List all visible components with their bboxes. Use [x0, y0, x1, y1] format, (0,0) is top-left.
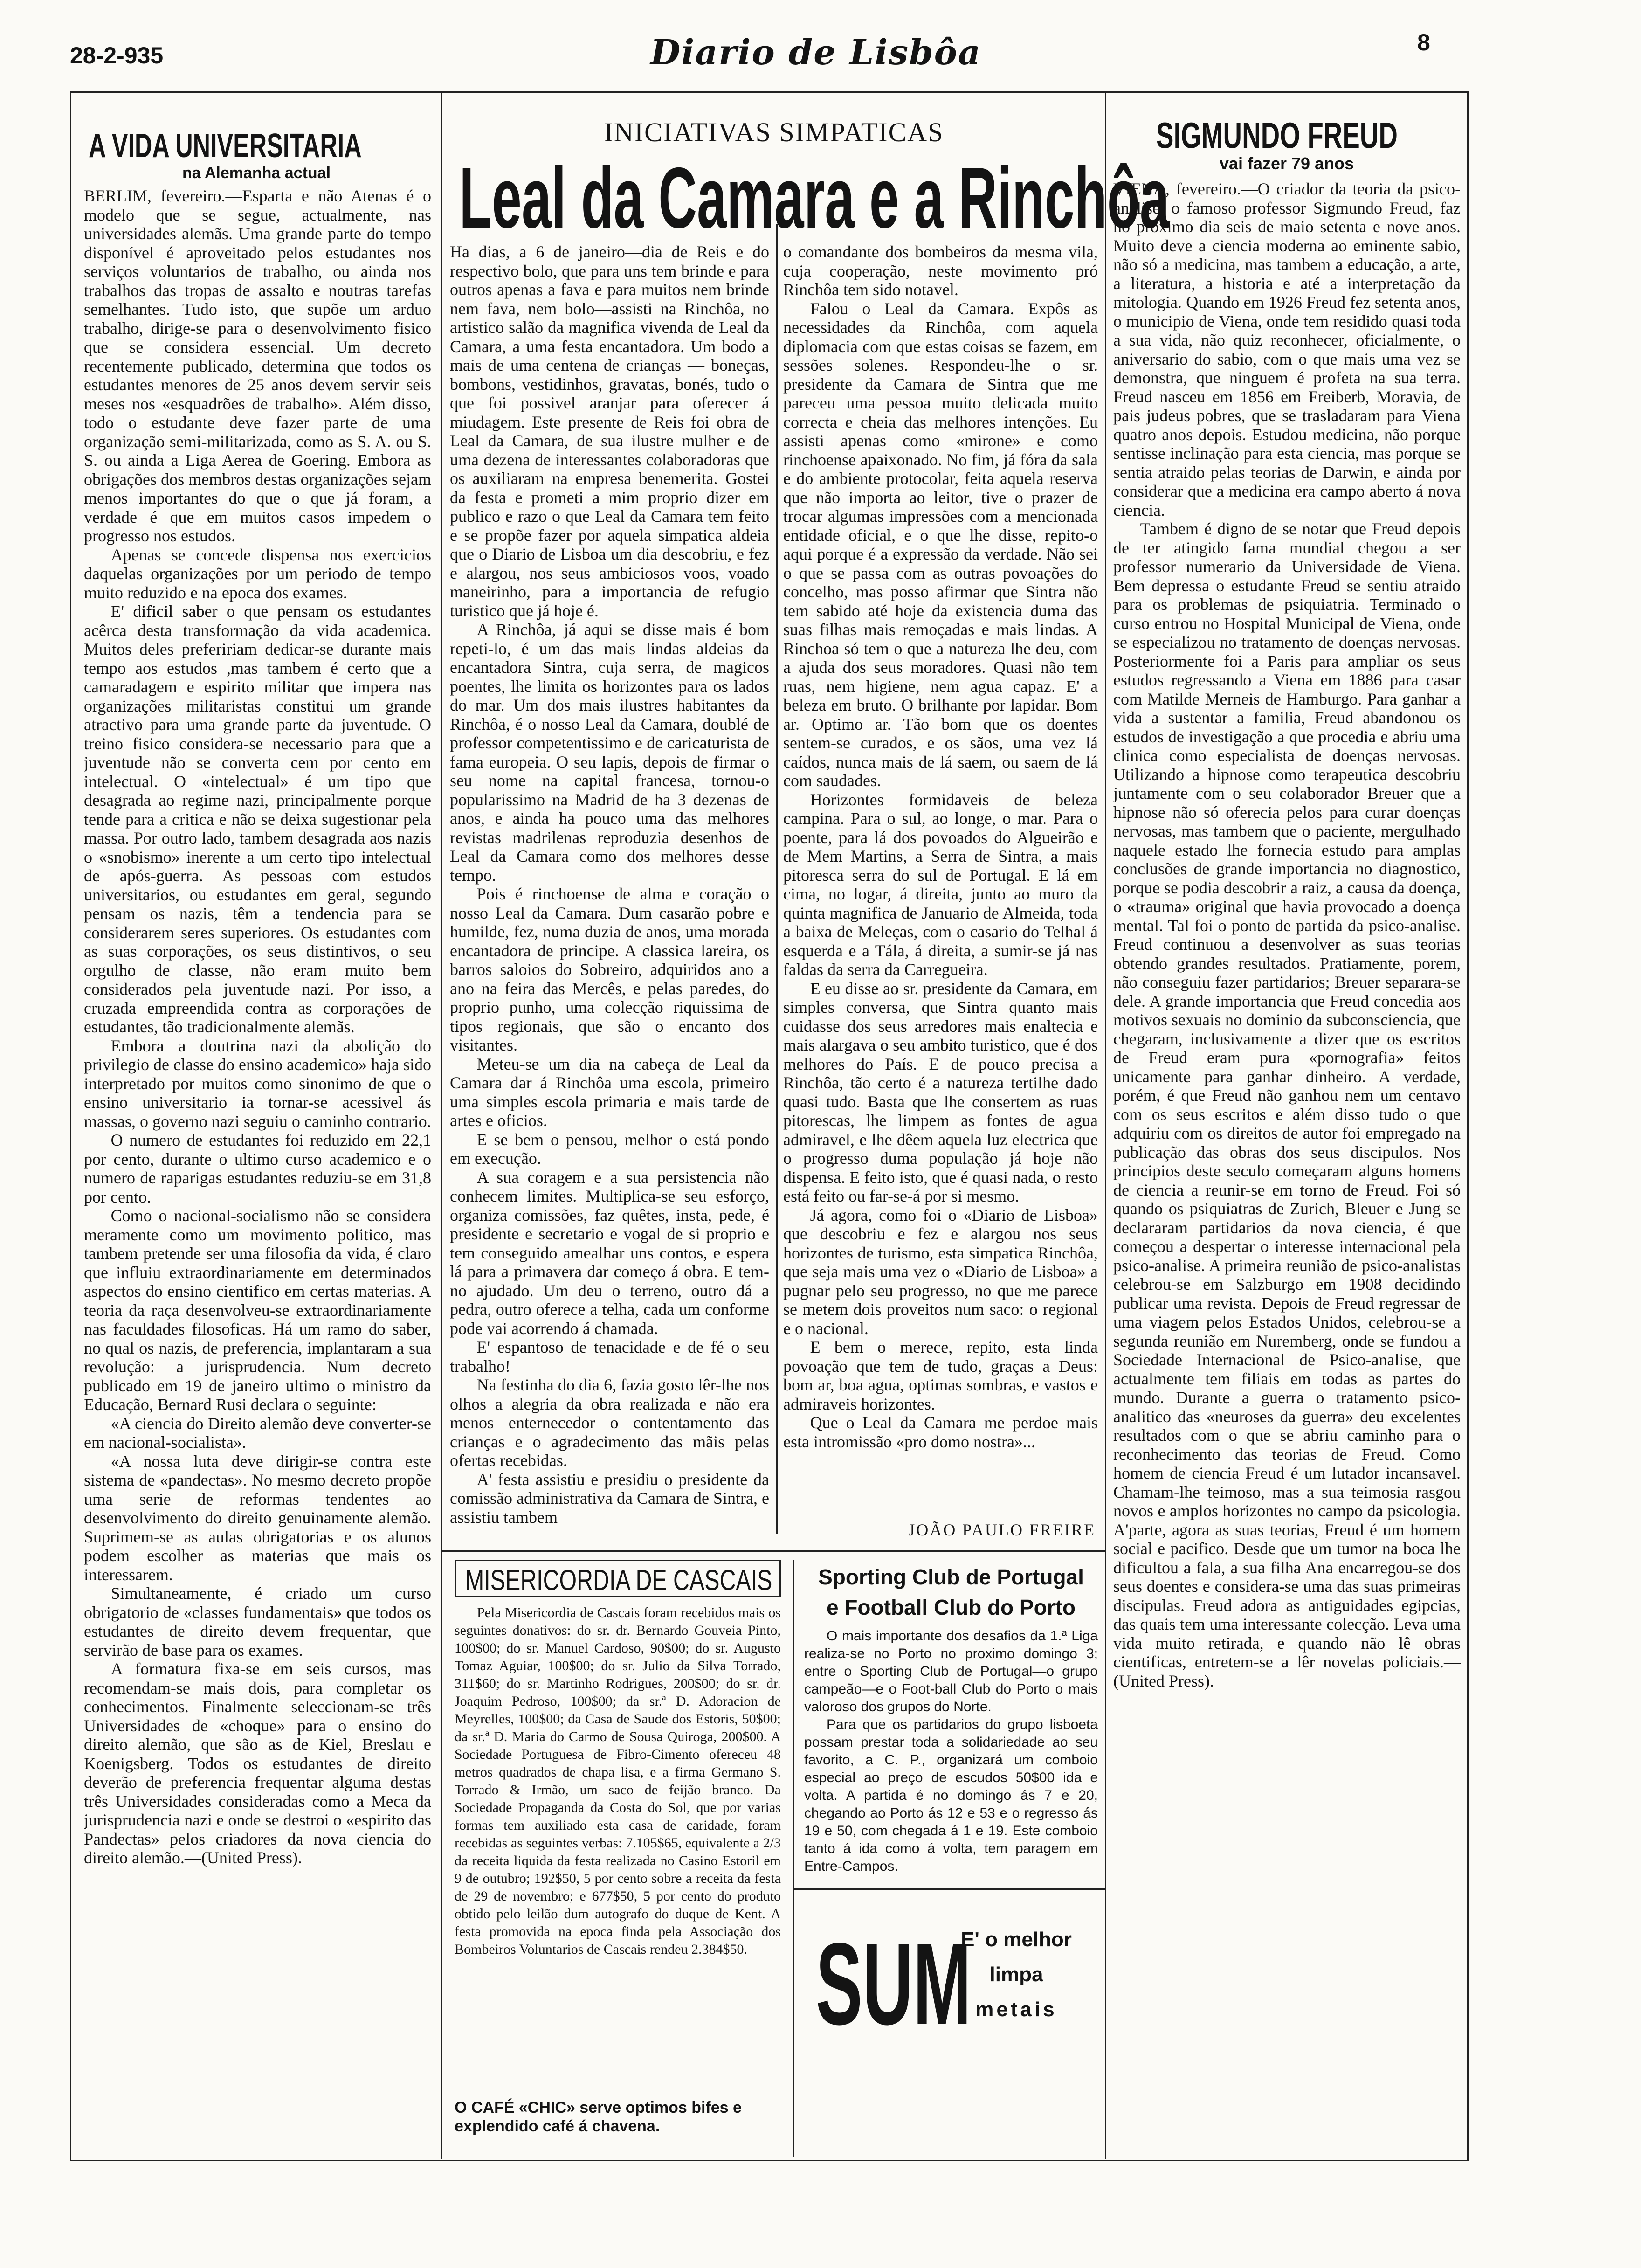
- paragraph: BERLIM, fevereiro.—Esparta e não Atenas é o modelo que se segue, actualmente, nas universidades alemãs. Uma grande parte do tempo disponível é aproveitado pelos estudantes nos serviços voluntarios de trabalho, ou ainda nos trabalhos das tropas de assalto e noutras tarefas semelhantes. Tudo isto, que supõe um arduo trabalho, dirige-se para o desenvolvimento fisico que se considera essencial. Um decreto recentemente publicado, determina que todos os estudantes menores de 25 anos devem servir seis meses nos «esquadrões de trabalho». Além disso, todo o estudante deve fazer parte de uma organização semi-militarizada, como as S. A. ou S. S. ou ainda a Liga Aerea de Goering. Embora as obrigações dos membros destas organizações sejam menos importantes do que o que já foram, a verdade é que em muitos casos impedem o progresso nos estudos.: [84, 187, 431, 545]
- center-column-1: [450, 242, 769, 1567]
- column-rule-3: [1105, 93, 1106, 2159]
- paragraph: Pela Misericordia de Cascais foram recebidos mais os seguintes donativos: do sr. dr. Bernardo Gouveia Pinto, 100$00; do sr. Manuel Cardoso, 90$00; do sr. Augusto Tomaz Aguiar, 100$00; do sr. Julio da Silva Torrado, 311$60; do sr. Martinho Rodrigues, 200$00; do sr. dr. Joaquim Pedroso, 100$00; da sr.ª D. Adoracion de Meyrelles, 100$00; da Casa de Saude dos Estoris, 50$00; da sr.ª D. Maria do Carmo de Sousa Quiroga, 200$00. A Sociedade Portuguesa de Fibro-Cimento ofereceu 48 metros quadrados de chapa lisa, e a firma Germano S. Torrado & Irmão, um saco de feijão branco. Da Sociedade Propaganda da Costa do Sol, que por varias formas tem auxiliado esta casa de caridade, foram recebidas as seguintes verbas: 7.105$65, equivalente a 2/3 da receita liquida da festa realizada no Casino Estoril em 9 de outubro; 192$50, 5 por cento sobre a receita da festa de 29 de novembro; e 677$50, 5 por cento do produto obtido pelo leilão dum autografo do duque de Kent. A festa promovida na epoca finda pela Associação dos Bombeiros Voluntarios de Cascais rendeu 2.384$50.: [455, 1605, 781, 1957]
- paragraph: «A ciencia do Direito alemão deve converter-se em nacional-socialista».: [84, 1414, 431, 1452]
- center-bottom-rule: [442, 1550, 1105, 1552]
- top-rule: [70, 91, 1469, 93]
- sum-tagline-2: limpa: [989, 1963, 1043, 1986]
- sum-brand: SUM: [816, 1919, 972, 2049]
- cafe-chic-ad: O CAFÉ «CHIC» serve optimos bifes e explendido café á chavena.: [455, 2099, 742, 2135]
- right-article-body: [1113, 180, 1461, 2157]
- paragraph: Apenas se concede dispensa nos exercicios daquelas organizações por um periodo de tempo muito reduzido e na epoca dos exames.: [84, 545, 431, 602]
- paragraph: VIENA, fevereiro.—O criador da teoria da psico-analise, o famoso professor Sigmundo Freud, faz no proximo dia seis de maio setenta e nove anos. Muito deve a ciencia moderna ao eminente sabio, não só a medicina, mas tambem a educação, a arte, a literatura, a historia e até a interpretação da mitologia. Quando em 1926 Freud fez setenta anos, o municipio de Viena, onde tem residido quasi toda a sua vida, não quiz reconhecer, oficialmente, o aniversario do sabio, com o que mais uma vez se demonstra, que ninguem é profeta na sua terra. Freud nasceu em 1856 em Freiberb, Moravia, de pais judeus pobres, que se trasladaram para Viena quatro anos depois. Estudou medicina, não porque sentisse inclinação para esta ciencia, mas porque se sentia atraido pelas teorias de Darwin, e ainda por considerar que a medicina era campo aberto á nova ciencia.: [1113, 180, 1461, 519]
- column-rule-1: [441, 93, 442, 2159]
- paragraph: E bem o merece, repito, esta linda povoação que tem de tudo, graças a Deus: bom ar, boa agua, optimas sombras, e vastos e admiraveis horizontes.: [783, 1338, 1098, 1413]
- misericordia-body: [455, 1604, 781, 2091]
- center-kicker: INICIATIVAS SIMPATICAS: [604, 117, 944, 147]
- sum-tagline-3: metais: [975, 1998, 1057, 2021]
- paragraph: E eu disse ao sr. presidente da Camara, em simples conversa, que Sintra quanto mais cuidasse dos seus arredores mais enaltecia e mais alargava o seu ambito turistico, que é dos melhores do País. E de pouco precisa a Rinchôa, tão certo é a natureza tertilhe dado quasi tudo. Basta que lhe consertem as ruas pitorescas, lhe limpem as fontes de agua admiravel, e lhe dêem aquela luz electrica que o progresso duma população já hoje não dispensa. E feito isto, que é quasi nada, o resto está feito ou far-se-á por si mesmo.: [783, 979, 1098, 1205]
- paragraph: E' espantoso de tenacidade e de fé o seu trabalho!: [450, 1338, 769, 1376]
- author-signature: JOÃO PAULO FREIRE: [908, 1521, 1096, 1539]
- left-article-body: [84, 187, 431, 2154]
- paragraph: Falou o Leal da Camara. Expôs as necessidades da Rinchôa, com aquela diplomacia com que estas coisas se fazem, em sessões solenes. Respondeu-lhe o sr. presidente da Camara de Sintra que me pareceu uma pessoa muito delicada muito correcta e cheia das melhores intenções. Eu assisti apenas como «mirone» e como rinchoense apaixonado. No fim, já fóra da sala e do ambiente protocolar, feita aquela reserva que não importa ao leitor, tive o prazer de trocar algumas impressões com a mencionada entidade oficial, e o que lhe disse, repito-o aqui porque é a expressão da verdade. Não sei o que se passa com as outras povoações do concelho, mas posso afirmar que Sintra não tem sabido até hoje da existencia duma das suas filhas mais remoçadas e mais lindas. A Rinchoa só tem o que a natureza lhe deu, com a ajuda dos seus moradores. Quasi não tem ruas, nem higiene, nem agua capaz. E' a beleza em bruto. O brilhante por lapidar. Bom ar. Optimo ar. Tão bom que os doentes sentem-se curados, e os sãos, uma vez lá caídos, nunca mais de lá saem, ou saem de lá com saudades.: [783, 299, 1098, 790]
- left-article-subtitle: na Alemanha actual: [182, 164, 331, 182]
- paragraph: A Rinchôa, já aqui se disse mais é bom repeti-lo, é um das mais lindas aldeias da encantadora Sintra, cuja serra, de magicos poentes, lhe limita os horizontes para os lados do mar. Um dos mais ilustres habitantes da Rinchôa, é o nosso Leal da Camara, doublé de professor competentissimo e de caricaturista de fama europeia. O seu lapis, depois de firmar o seu nome na capital francesa, tornou-o popularissimo na Madrid de ha 3 dezenas de anos, e ainda ha pouco uma das melhores revistas madrilenas reproduzia desenhos de Leal da Camara como dos melhores desse tempo.: [450, 620, 769, 885]
- center-column-2: [783, 242, 1098, 1529]
- masthead: Diario de Lisbôa: [650, 33, 981, 73]
- paragraph: «A nossa luta deve dirigir-se contra este sistema de «pandectas». No mesmo decreto propõe uma serie de reformas tendentes ao desenvolvimento do direito genuinamente alemão. Suprimem-se as aulas obrigatorias e os alunos podem escolher as materias que mais os interessarem.: [84, 1452, 431, 1584]
- paragraph: A sua coragem e a sua persistencia não conhecem limites. Multiplica-se seu esforço, organiza comissões, faz quêtes, insta, pede, é presidente e secretario e vogal de si proprio e tem conseguido amealhar uns contos, e espera lá para a primavera dar começo á obra. E tem-no ajudado. Um deu o terreno, outro dá a pedra, outro oferece a telha, cada um conforme pode vai acorrendo á chamada.: [450, 1168, 769, 1338]
- paragraph: Que o Leal da Camara me perdoe mais esta intromissão «pro domo nostra»...: [783, 1413, 1098, 1451]
- left-article-title: A VIDA UNIVERSITARIA: [89, 127, 362, 165]
- paragraph: Pois é rinchoense de alma e coração o nosso Leal da Camara. Dum casarão pobre e humilde, fez, numa duzia de anos, uma morada encantadora de principe. A classica lareira, os barros saloios do Sobreiro, adquiridos ano a ano na feira das Mercês, e pelas paredes, do proprio punho, uma colecção riquissima de tipos regionais, que são o encanto dos visitantes.: [450, 885, 769, 1054]
- paragraph: Meteu-se um dia na cabeça de Leal da Camara dar á Rinchôa uma escola, primeiro uma simples escola primaria e mais tarde de artes e oficios.: [450, 1054, 769, 1130]
- bottom-rule: [70, 2160, 1469, 2161]
- column-rule-2: [776, 224, 778, 1534]
- frame-left: [70, 91, 71, 2161]
- sporting-title-2: e Football Club do Porto: [826, 1595, 1076, 1619]
- paragraph: Já agora, como foi o «Diario de Lisboa» que descobriu e fez e alargou nos seus horizontes de turismo, esta simpatica Rinchôa, que seja mais uma vez o «Diario de Lisboa» a pugnar pelo seu progresso, no que me parece se metem dois proveitos num saco: o regional e o nacional.: [783, 1205, 1098, 1338]
- paragraph: Na festinha do dia 6, fazia gosto lêr-lhe nos olhos a alegria da obra realizada e não era menos enternecedor o contentamento das crianças e o agradecimento das mãis pelas ofertas recebidas.: [450, 1376, 769, 1470]
- paragraph: Simultaneamente, é criado um curso obrigatorio de «classes fundamentais» que todos os estudantes de direito devem frequentar, que servirão de base para os exames.: [84, 1584, 431, 1660]
- page-number: 8: [1417, 29, 1430, 55]
- right-article-subtitle: vai fazer 79 anos: [1219, 154, 1354, 173]
- sporting-title-1: Sporting Club de Portugal: [818, 1565, 1084, 1589]
- issue-date: 28-2-935: [70, 42, 164, 69]
- paragraph: Como o nacional-socialismo não se considera meramente como um movimento politico, mas tambem pretende ser uma filosofia da vida, é claro que influiu extraordinariamente em determinados aspectos do ensino cientifico em certas materias. A teoria da raça desenvolveu-se extraordinariamente nas faculdades filosoficas. Há um ramo do saber, no qual os nazis, de preferencia, implantaram a sua revolução: a jurisprudencia. Num decreto publicado em 19 de janeiro ultimo o ministro da Educação, Bernard Rusi declara o seguinte:: [84, 1206, 431, 1414]
- paragraph: E' dificil saber o que pensam os estudantes acêrca desta transformação da vida academica. Muitos deles prefeririam dedicar-se durante mais tempo aos estudos ,mas tambem é certo que a camaradagem e espirito militar que impera nas organizações militaristas constitui um grande atractivo para uma grande parte da juventude. O treino fisico considera-se necessario para que a juventude não se converta cem por cento em intelectual. O «intelectual» é um tipo que desagrada ao regime nazi, principalmente porque tende para a critica e não se deixa sugestionar pela massa. Por outro lado, tambem desagrada aos nazis o «snobismo» inerente a um certo tipo intelectual de após-guerra. As pessoas com estudos universitarios, ou estudantes em geral, segundo pensam os nazis, têm a tendencia para se considerarem seres superiores. Os estudantes com as suas corporações, os seus distintivos, o seu orgulho de classe, não eram muito bem considerados pela juventude nazi. Por isso, a cruzada empreendida contra as corporações de estudantes, tão tradicionalmente alemãs.: [84, 602, 431, 1036]
- paragraph: A' festa assistiu e presidiu o presidente da comissão administrativa da Camara de Sintra, e assistiu tambem: [450, 1470, 769, 1527]
- paragraph: o comandante dos bombeiros da mesma vila, cuja cooperação, neste movimento pró Rinchôa tem sido notavel.: [783, 242, 1098, 299]
- paragraph: Ha dias, a 6 de janeiro—dia de Reis e do respectivo bolo, que para uns tem brinde e para outros apenas a fava e para muitos nem brinde nem fava, nem bolo—assisti na Rinchôa, no artistico salão da magnifica vivenda de Leal da Camara, a uma festa encantadora. Um bodo a mais de uma centena de crianças — boneças, bombons, vestidinhos, gravatas, bonés, tudo o que foi possivel aranjar para oferecer á miudagem. Este presente de Reis foi obra de Leal da Camara, de sua ilustre mulher e de uma dezena de interessantes colaboradoras que os auxiliaram na empresa benemerita. Gostei da festa e prometi a mim proprio dizer em publico e razo o que Leal da Camara tem feito e se propõe fazer por aquela simpatica aldeia que o Diario de Lisboa um dia descobriu, e fez e alargou, nos seus ambiciosos voos, voado maneirinho, para a importancia de refugio turistico que já hoje é.: [450, 242, 769, 620]
- paragraph: Tambem é digno de se notar que Freud depois de ter atingido fama mundial chegou a ser professor numerario da Universidade de Viena. Bem depressa o estudante Freud se sentiu atraido para os problemas de psiquiatria. Terminado o curso entrou no Hospital Municipal de Viena, onde se especializou no tratamento de doenças nervosas. Posteriormente foi a Paris para ampliar os seus estudos regressando a Viena em 1886 para casar com Matilde Merneis de Hamburgo. Para ganhar a vida a sustentar a familia, Freud abandonou os estudos de investigação a que procedia e abriu uma clinica como especialista de doenças nervosas. Utilizando a hipnose como terapeutica descobriu juntamente com o seu colaborador Breuer que a hipnose não só oferecia pelos para curar doenças nervosas, mas tambem que o paciente, mergulhado naquele estado lhe fornecia estudo para amplas conclusões de grande importancia no diagnostico, porque se podia descobrir a raiz, a causa da doença, o «trauma» original que havia provocado a doença mental. Tal foi o ponto de partida da psico-analise. Freud continuou a desenvolver as suas teorias obtendo grandes resultados. Pratiamente, porem, não conseguiu fazer partidarios; Breuer separara-se dele. A grande importancia que Freud concedia aos motivos sexuais no dominio da subconsciencia, que chegaram, inclusivamente a dizer que os escritos de Freud eram pura «pornografia» feitos unicamente para ganhar dinheiro. A verdade, porém, é que Freud não ganhou nem um centavo com os seus escritos e além disso tudo o que adquiriu com os direitos de autor foi empregado na publicação das obras dos seus discipulos. Nos principios deste seculo começaram alguns homens de ciencia a reunir-se em torno de Freud. Foi só quando os psiquiatras de Zurich, Bleuer e Jung se declararam partidarios da nova ciencia, é que começou a despertar o interesse internacional pela psico-analise. A primeira reunião de psico-analistas celebrou-se em Salzburgo em 1908 decidindo publicar uma revista. Depois de Freud regressar de uma viagem pelos Estados Unidos, celebrou-se a segunda reunião em Nuremberg, onde se fundou a Sociedade Internacional de Psico-analise, que actualmente tem filiais em todas as partes do mundo. Durante a guerra o tratamento psico-analitico das «neuroses da guerra» deu excelentes resultados com o que se abriu caminho para o reconhecimento das teorias de Freud. Como homem de ciencia Freud é um lutador incansavel. Chamam-lhe teimoso, mas a sua teimosia rasgou novos e amplos horizontes no campo da psicologia. A'parte, agora as suas teorias, Freud é um homem social e pacifico. Desde que um tumor na boca lhe dificultou a fala, a sua filha Ana encarregou-se dos seus doentes e considera-se uma das suas primeiras discipulas. Freud adora as antiguidades egipcias, das quais tem uma interessante colecção. Leva uma vida muito retirada, e quando não lê obras cientificas, entretem-se a lêr novelas policiais.—(United Press).: [1113, 519, 1461, 1690]
- misericordia-title-box: [455, 1560, 781, 1597]
- paragraph: O mais importante dos desafios da 1.ª Liga realiza-se no Porto no proximo domingo 3; entre o Sporting Club de Portugal—o grupo campeão—e o Foot-ball Club do Porto o mais valoroso dos grupos do Norte.: [804, 1628, 1098, 1715]
- sporting-bottom-rule: [794, 1888, 1105, 1890]
- paragraph: A formatura fixa-se em seis cursos, mas recomendam-se mais dois, para completar os conhecimentos. Finalmente seleccionam-se três Universidades de «choque» para o ensino do direito alemão, que são as de Kiel, Breslau e Koenigsberg. Todos os estudantes de direito deverão de preferencia frequentar alguma destas três Universidades consideradas como a Meca da jurisprudencia nazi e onde se destroi o «espirito das Pandectas» pelos criadores da nova ciencia do direito alemão.—(United Press).: [84, 1660, 431, 1867]
- column-rule-4: [793, 1560, 794, 2157]
- center-article-title: Leal da Camara e a Rinchôa: [459, 150, 1170, 246]
- paragraph: Horizontes formidaveis de beleza campina. Para o sul, ao longe, o mar. Para o poente, para lá dos povoados do Algueirão e de Mem Martins, a Serra de Sintra, a mais pitoresca serra do sul de Portugal. E lá em cima, no logar, á direita, junto ao muro da quinta magnifica de Januario de Almeida, toda a baixa de Meleças, com o casario do Telhal á esquerda e a Tála, á direita, a sumir-se já nas faldas da serra da Carregueira.: [783, 790, 1098, 979]
- sporting-body: [804, 1627, 1098, 1888]
- sum-tagline-1: E' o melhor: [961, 1928, 1072, 1951]
- paragraph: Para que os partidarios do grupo lisboeta possam prestar toda a solidariedade ao seu favorito, a C. P., organizará um comboio especial ao preço de escudos 50$00 ida e volta. A partida é no domingo ás 7 e 20, chegando ao Porto ás 12 e 53 e o regresso ás 19 e 50, com chegada á 1 e 19. Este comboio tanto á ida como á volta, tem paragem em Entre-Campos.: [804, 1717, 1098, 1874]
- paragraph: Embora a doutrina nazi da abolição do privilegio de classe do ensino academico» haja sido interpretado por muitos como sinonimo de que o ensino universitario ia tornar-se acessivel ás massas, o governo nazi seguiu o caminho contrario.: [84, 1036, 431, 1131]
- frame-right: [1467, 91, 1469, 2161]
- paragraph: O numero de estudantes foi reduzido em 22,1 por cento, durante o ultimo curso academico e o numero de raparigas estudantes reduziu-se em 31,8 por cento.: [84, 1131, 431, 1206]
- misericordia-title: MISERICORDIA DE CASCAIS: [465, 1564, 772, 1597]
- right-article-title: SIGMUNDO FREUD: [1156, 115, 1398, 156]
- paragraph: E se bem o pensou, melhor o está pondo em execução.: [450, 1130, 769, 1168]
